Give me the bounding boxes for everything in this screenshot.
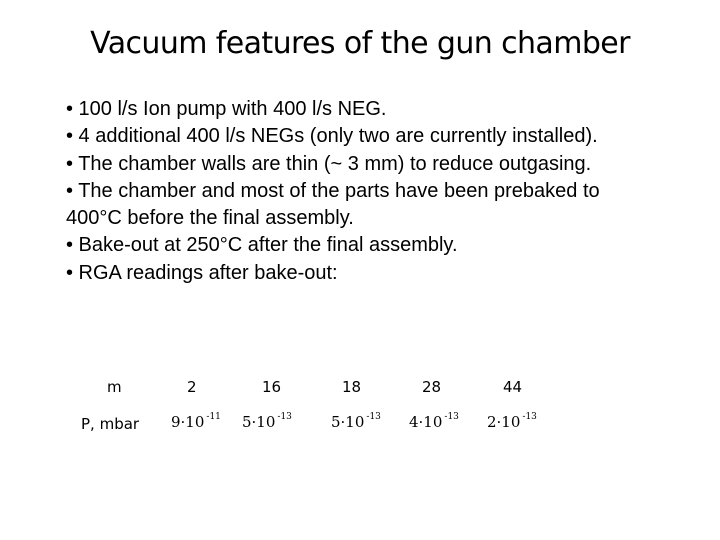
slide-title: Vacuum features of the gun chamber: [90, 26, 630, 61]
pressure-row-label: P, mbar: [81, 415, 140, 433]
bullet-item: • The chamber walls are thin (~ 3 mm) to reduce outgasing.: [66, 152, 592, 175]
mass-cell: 18: [342, 378, 362, 396]
pressure-value: 2·10 $^{-13}$: [487, 412, 537, 431]
bullet-item: • 100 l/s Ion pump with 400 l/s NEG.: [66, 98, 387, 120]
bullet-item: • The chamber and most of the parts have been prebaked to 400°C before the final assembly.: [66, 179, 600, 230]
mass-cell: 16: [262, 378, 282, 396]
bullet-item: • Bake-out at 250°C after the final assembly.: [66, 234, 458, 257]
pressure-value: 4·10 $^{-13}$: [409, 412, 459, 431]
mass-cell: 2: [187, 378, 197, 396]
bullet-item: • 4 additional 400 l/s NEGs (only two are currently installed).: [66, 125, 598, 148]
rga-table: [60, 378, 580, 440]
mass-row: [60, 378, 580, 408]
bullet-item: • RGA readings after bake-out:: [66, 261, 338, 284]
bullet-list: [66, 96, 626, 287]
pressure-value: 5·10 $^{-13}$: [331, 412, 381, 431]
pressure-row: [60, 410, 580, 440]
pressure-value: 5·10 $^{-13}$: [242, 412, 292, 431]
pressure-value: 9·10 $^{-11}$: [171, 412, 221, 431]
mass-cell: 44: [503, 378, 523, 396]
mass-cell: 28: [422, 378, 442, 396]
mass-header-label: m: [107, 378, 122, 396]
